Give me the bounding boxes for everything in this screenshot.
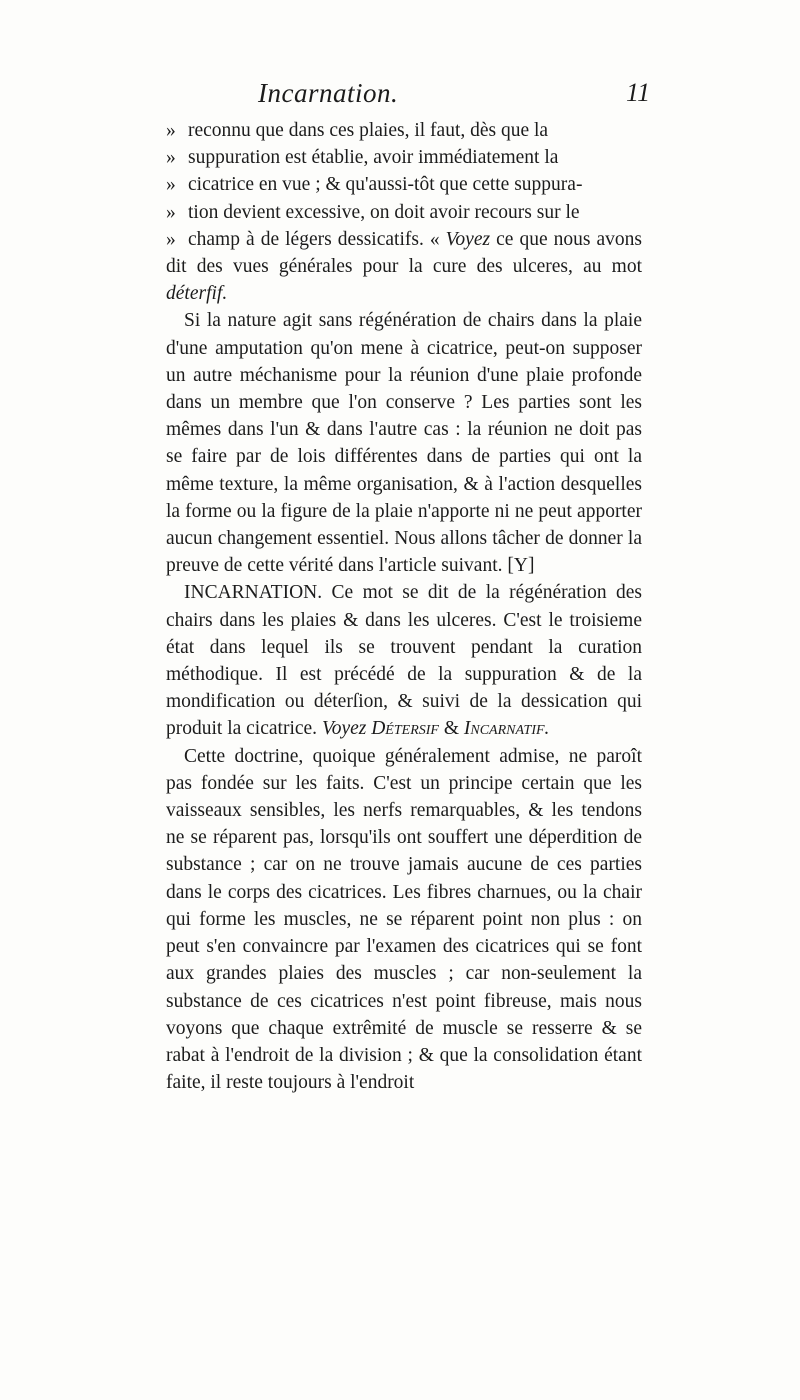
cross-reference-determ: déterfif.: [166, 283, 228, 305]
quote-mark: »: [166, 147, 176, 169]
running-title: Incarnation.: [258, 78, 399, 108]
quote-mark: »: [166, 120, 176, 141]
paragraph-4: Cette doctrine, quoique généralement admise, ne paroît pas fondée sur les faits. C'est un principe certain que les vaisseaux sensibles, les nerfs remarquables, & les tendons ne se réparent pas, lorsqu'ils ont souffert une déperdition de substance ; car on ne trouve jamais aucune de ces parties dans le corps des cicatrices. Les fibres charnues, ou la chair qui forme les muscles, ne se réparent point non plus : on peut s'en convaincre par l'examen des cicatrices qui se font aux grandes plaies des muscles ; car non-seulement la substance de ces cicatrices n'est point fibreuse, mais nous voyons que chaque extrêmité de muscle se resserre & se rabat à l'endroit de la division ; & que la consolidation étant faite, il reste toujours à l'endroit: [166, 745, 642, 1094]
cross-reference-incarnatif: Incarnatif.: [463, 718, 550, 740]
paragraph-incarnation-entry: [166, 579, 642, 742]
cross-reference-voyez: Voyez: [321, 718, 367, 740]
page-number: 11: [626, 78, 651, 107]
entry-text: INCARNATION. Ce mot se dit de la régénération des chairs dans les plaies & dans les ulceres. C'est le troisieme état dans lequel ils se trouvent pendant la curation méthodique. Il est précédé de la suppuration & de la mondification ou déterſion, & suivi de la dessication qui produit la cicatrice.: [166, 582, 642, 740]
quote-line-5: champ à de légers dessicatifs. «: [188, 228, 440, 250]
quote-line-4: tion devient excessive, on doit avoir recours sur le: [188, 201, 580, 223]
quote-line-2: suppuration est établie, avoir immédiatement la: [188, 147, 559, 169]
text-block: [166, 117, 642, 1096]
quote-line-3: cicatrice en vue ; & qu'aussi-tôt que cette suppura-: [188, 174, 583, 196]
quote-line-5-continued: ce que nous avons dit des vues générales pour la cure des ulceres, au mot: [166, 228, 643, 278]
cross-reference-detersif: Détersif: [371, 718, 439, 740]
quote-mark: »: [166, 174, 176, 196]
quote-line-1: reconnu que dans ces plaies, il faut, dès que la: [188, 120, 549, 141]
paragraph-quote-continuation: [166, 117, 642, 307]
quote-mark: »: [166, 228, 176, 250]
paragraph-2: Si la nature agit sans régénération de chairs dans la plaie d'une amputation qu'on mene à cicatrice, peut-on supposer un autre méchanisme pour la réunion d'une plaie profonde dans un membre que l'on conserve ? Les parties sont les mêmes dans l'un & dans l'autre cas : la réunion ne doit pas se faire par de lois différentes dans de parties qui ont la même texture, la même organisation, & à l'action desquelles la forme ou la figure de la plaie n'apporte ni ne peut apporter aucun changement essentiel. Nous allons tâcher de donner la preuve de cette vérité dans l'article suivant. [Y]: [166, 310, 642, 577]
quote-mark: »: [166, 201, 176, 223]
ampersand: &: [443, 718, 460, 740]
running-header: [0, 78, 800, 114]
cross-reference-voyez: Voyez: [445, 228, 491, 250]
